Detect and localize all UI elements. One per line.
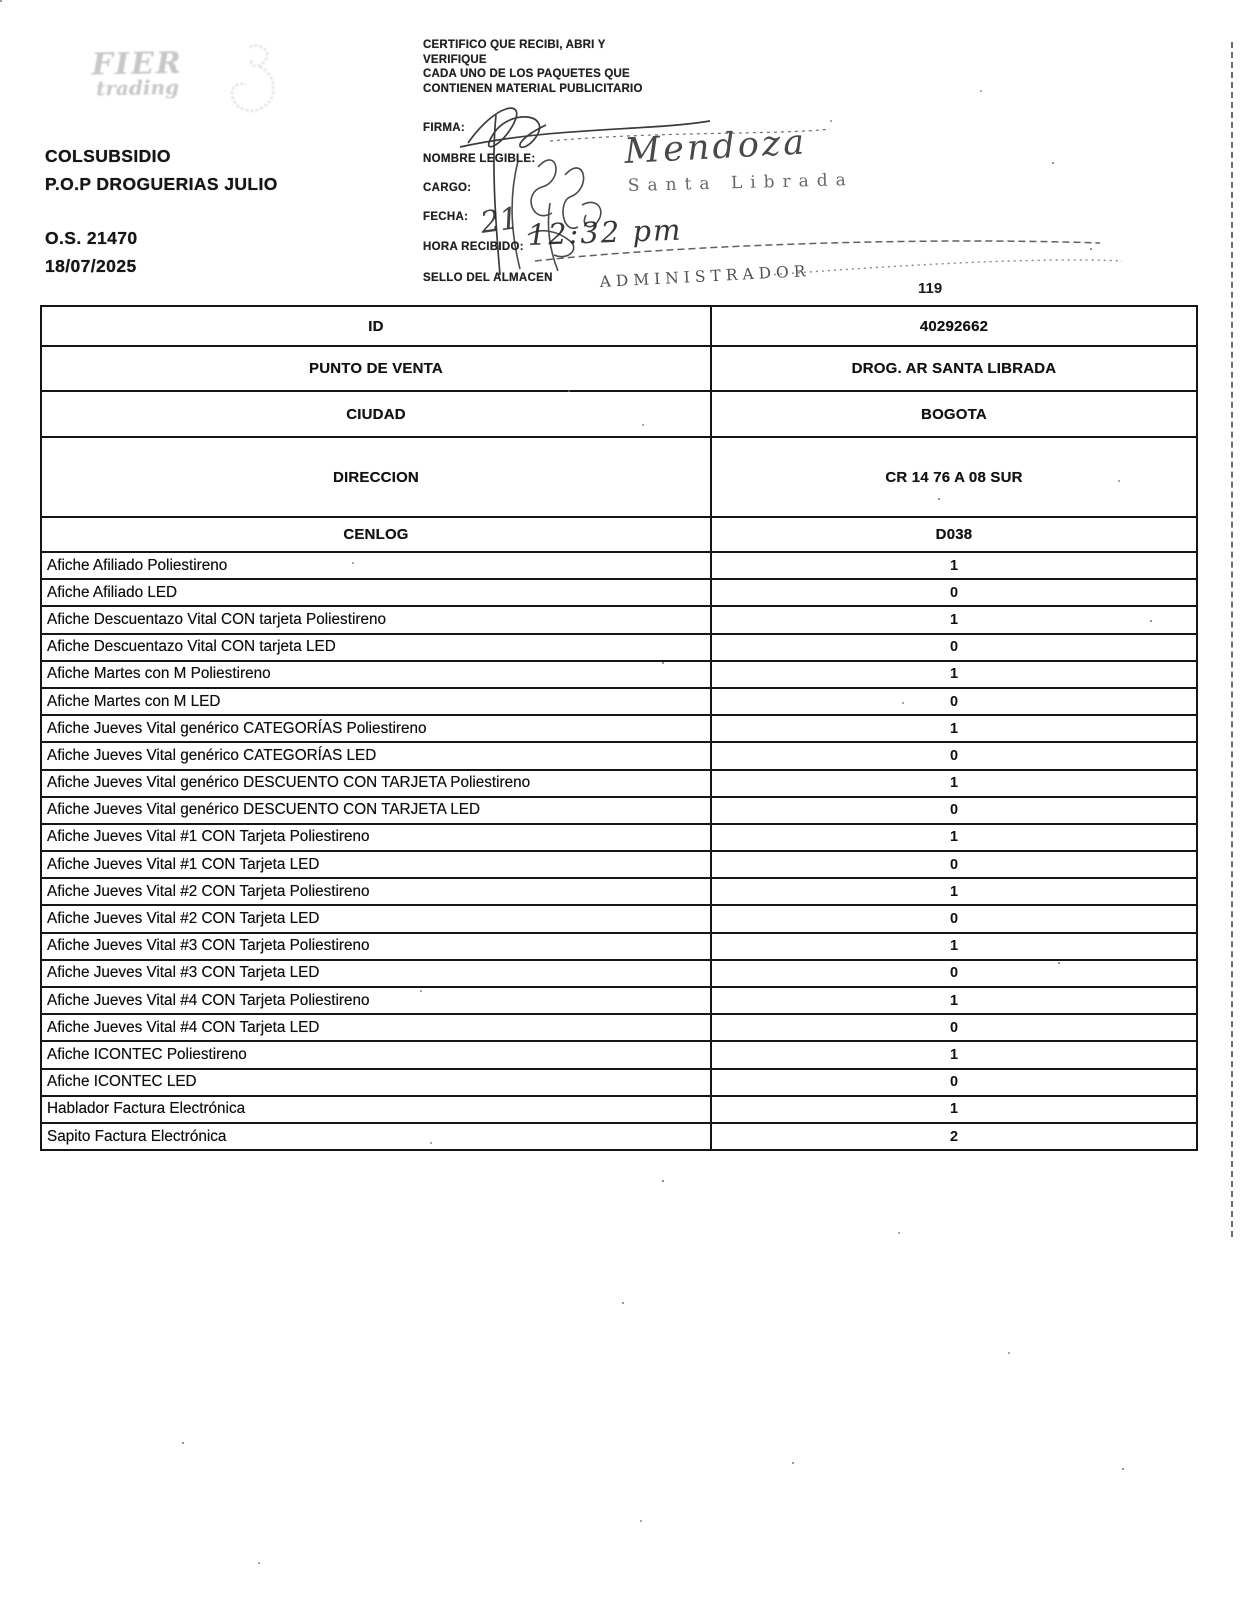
item-qty-cell: 1 [710,988,1196,1013]
item-row [42,1013,1196,1040]
item-row [42,687,1196,714]
item-name-cell: Sapito Factura Electrónica [47,1127,227,1145]
item-qty-cell: 1 [710,662,1196,687]
item-row [42,605,1196,632]
info-table-row [42,307,1196,345]
item-name-cell: Afiche Jueves Vital genérico DESCUENTO CON TARJETA Poliestireno [47,774,531,792]
item-name-cell: Afiche Jueves Vital genérico CATEGORÍAS Poliestireno [47,719,427,737]
item-qty-cell: 1 [710,553,1196,578]
info-value-cell: D038 [710,518,1196,551]
info-table-row [42,436,1196,516]
handwritten-name: Mendoza [623,122,809,172]
item-name-cell: Afiche Jueves Vital #1 CON Tarjeta LED [47,855,320,873]
item-qty-cell: 1 [710,934,1196,959]
item-name-cell: Afiche Jueves Vital #2 CON Tarjeta LED [47,910,320,928]
location-stamp: Santa Librada [627,170,855,196]
item-row [42,986,1196,1013]
page-number: 119 [918,280,943,297]
order-date: 18/07/2025 [45,256,137,276]
item-name-cell: Afiche ICONTEC Poliestireno [47,1045,247,1063]
info-label-cell: CENLOG [343,526,409,543]
item-qty-cell: 2 [710,1124,1196,1149]
item-name-cell: Afiche Jueves Vital genérico DESCUENTO CON TARJETA LED [47,801,481,819]
item-row [42,796,1196,823]
item-row [42,1095,1196,1122]
item-row [42,1068,1196,1095]
field-label-sello-almacen: SELLO DEL ALMACEN [423,272,553,284]
field-label-firma: FIRMA: [423,122,466,134]
receipt-table [40,305,1198,1151]
item-qty-cell: 1 [710,716,1196,741]
certification-line: CONTIENEN MATERIAL PUBLICITARIO [423,82,643,95]
item-name-cell: Afiche Jueves Vital #2 CON Tarjeta Poliestireno [47,882,370,900]
item-name-cell: Afiche ICONTEC LED [47,1073,197,1091]
item-row [42,633,1196,660]
item-row [42,823,1196,850]
item-name-cell: Afiche Afiliado Poliestireno [47,556,228,574]
info-label-cell: DIRECCION [333,468,419,486]
item-row [42,932,1196,959]
item-qty-cell: 0 [710,689,1196,714]
info-table-row [42,390,1196,436]
info-table-row [42,345,1196,390]
certification-line: VERIFIQUE [423,53,487,66]
item-name-cell: Afiche Jueves Vital #4 CON Tarjeta LED [47,1018,320,1036]
handwritten-date: 21 [478,200,521,241]
certification-line: CADA UNO DE LOS PAQUETES QUE [423,68,630,80]
item-qty-cell: 0 [710,1070,1196,1095]
item-qty-cell: 0 [710,906,1196,931]
item-row [42,660,1196,687]
item-qty-cell: 1 [710,879,1196,904]
item-qty-cell: 0 [710,961,1196,986]
item-name-cell: Afiche Descuentazo Vital CON tarjeta Poliestireno [47,610,386,628]
info-value-cell: DROG. AR SANTA LIBRADA [710,347,1196,390]
item-name-cell: Afiche Jueves Vital #4 CON Tarjeta Poliestireno [47,991,370,1009]
certification-line: CERTIFICO QUE RECIBI, ABRI Y [423,39,606,51]
field-label-fecha: FECHA: [423,211,469,223]
warehouse-stamp: ADMINISTRADOR [599,261,811,291]
scan-noise-dots [0,0,2,2]
item-row [42,741,1196,768]
item-name-cell: Hablador Factura Electrónica [47,1100,246,1118]
item-qty-cell: 0 [710,1015,1196,1040]
item-qty-cell: 1 [710,1097,1196,1122]
item-row [42,850,1196,877]
info-value-cell: 40292662 [710,307,1196,345]
item-qty-cell: 0 [710,580,1196,605]
item-qty-cell: 1 [710,607,1196,632]
vendor-logo-subtext: trading [95,74,180,101]
item-name-cell: Afiche Martes con M Poliestireno [47,665,271,683]
item-name-cell: Afiche Jueves Vital #1 CON Tarjeta Poliestireno [47,828,370,846]
item-name-cell: Afiche Martes con M LED [47,692,221,710]
item-name-cell: Afiche Descuentazo Vital CON tarjeta LED [47,638,336,656]
item-row [42,714,1196,741]
item-name-cell: Afiche Afiliado LED [47,583,178,601]
item-qty-cell: 0 [710,743,1196,768]
item-qty-cell: 1 [710,825,1196,850]
item-row [42,769,1196,796]
item-qty-cell: 0 [710,852,1196,877]
items-section [42,551,1196,1149]
item-qty-cell: 1 [710,771,1196,796]
item-qty-cell: 0 [710,798,1196,823]
logo-swirl-icon [219,40,280,119]
field-label-nombre-legible: NOMBRE LEGIBLE: [423,153,536,165]
handwriting-overlay [400,85,1160,310]
item-name-cell: Afiche Jueves Vital #3 CON Tarjeta Poliestireno [47,937,370,955]
item-name-cell: Afiche Jueves Vital #3 CON Tarjeta LED [47,964,320,982]
order-number: O.S. 21470 [45,228,138,248]
info-value-cell: BOGOTA [710,392,1196,436]
info-label-cell: CIUDAD [346,405,406,423]
item-row [42,1122,1196,1149]
info-table-row [42,516,1196,551]
vendor-logo-text: FIER [91,45,184,83]
item-name-cell: Afiche Jueves Vital genérico CATEGORÍAS LED [47,746,377,764]
item-qty-cell: 1 [710,1042,1196,1067]
item-row [42,551,1196,578]
field-label-hora-recibido: HORA RECIBIDO: [423,241,524,253]
item-row [42,877,1196,904]
field-label-cargo: CARGO: [423,182,472,194]
company-name: COLSUBSIDIO [45,146,171,166]
scan-artifact-edge-line [1231,42,1233,1237]
info-rows-section [42,307,1196,551]
stamp-edge-scribble [768,260,1122,275]
item-row [42,578,1196,605]
info-label-cell: ID [368,317,384,335]
item-qty-cell: 0 [710,635,1196,660]
info-value-cell: CR 14 76 A 08 SUR [710,438,1196,516]
info-label-cell: PUNTO DE VENTA [309,360,443,377]
handwritten-time: 12:32 pm [527,212,684,252]
item-row [42,904,1196,931]
program-title: P.O.P DROGUERIAS JULIO [45,174,278,194]
vendor-logo [91,45,262,118]
item-row [42,1040,1196,1067]
item-row [42,959,1196,986]
